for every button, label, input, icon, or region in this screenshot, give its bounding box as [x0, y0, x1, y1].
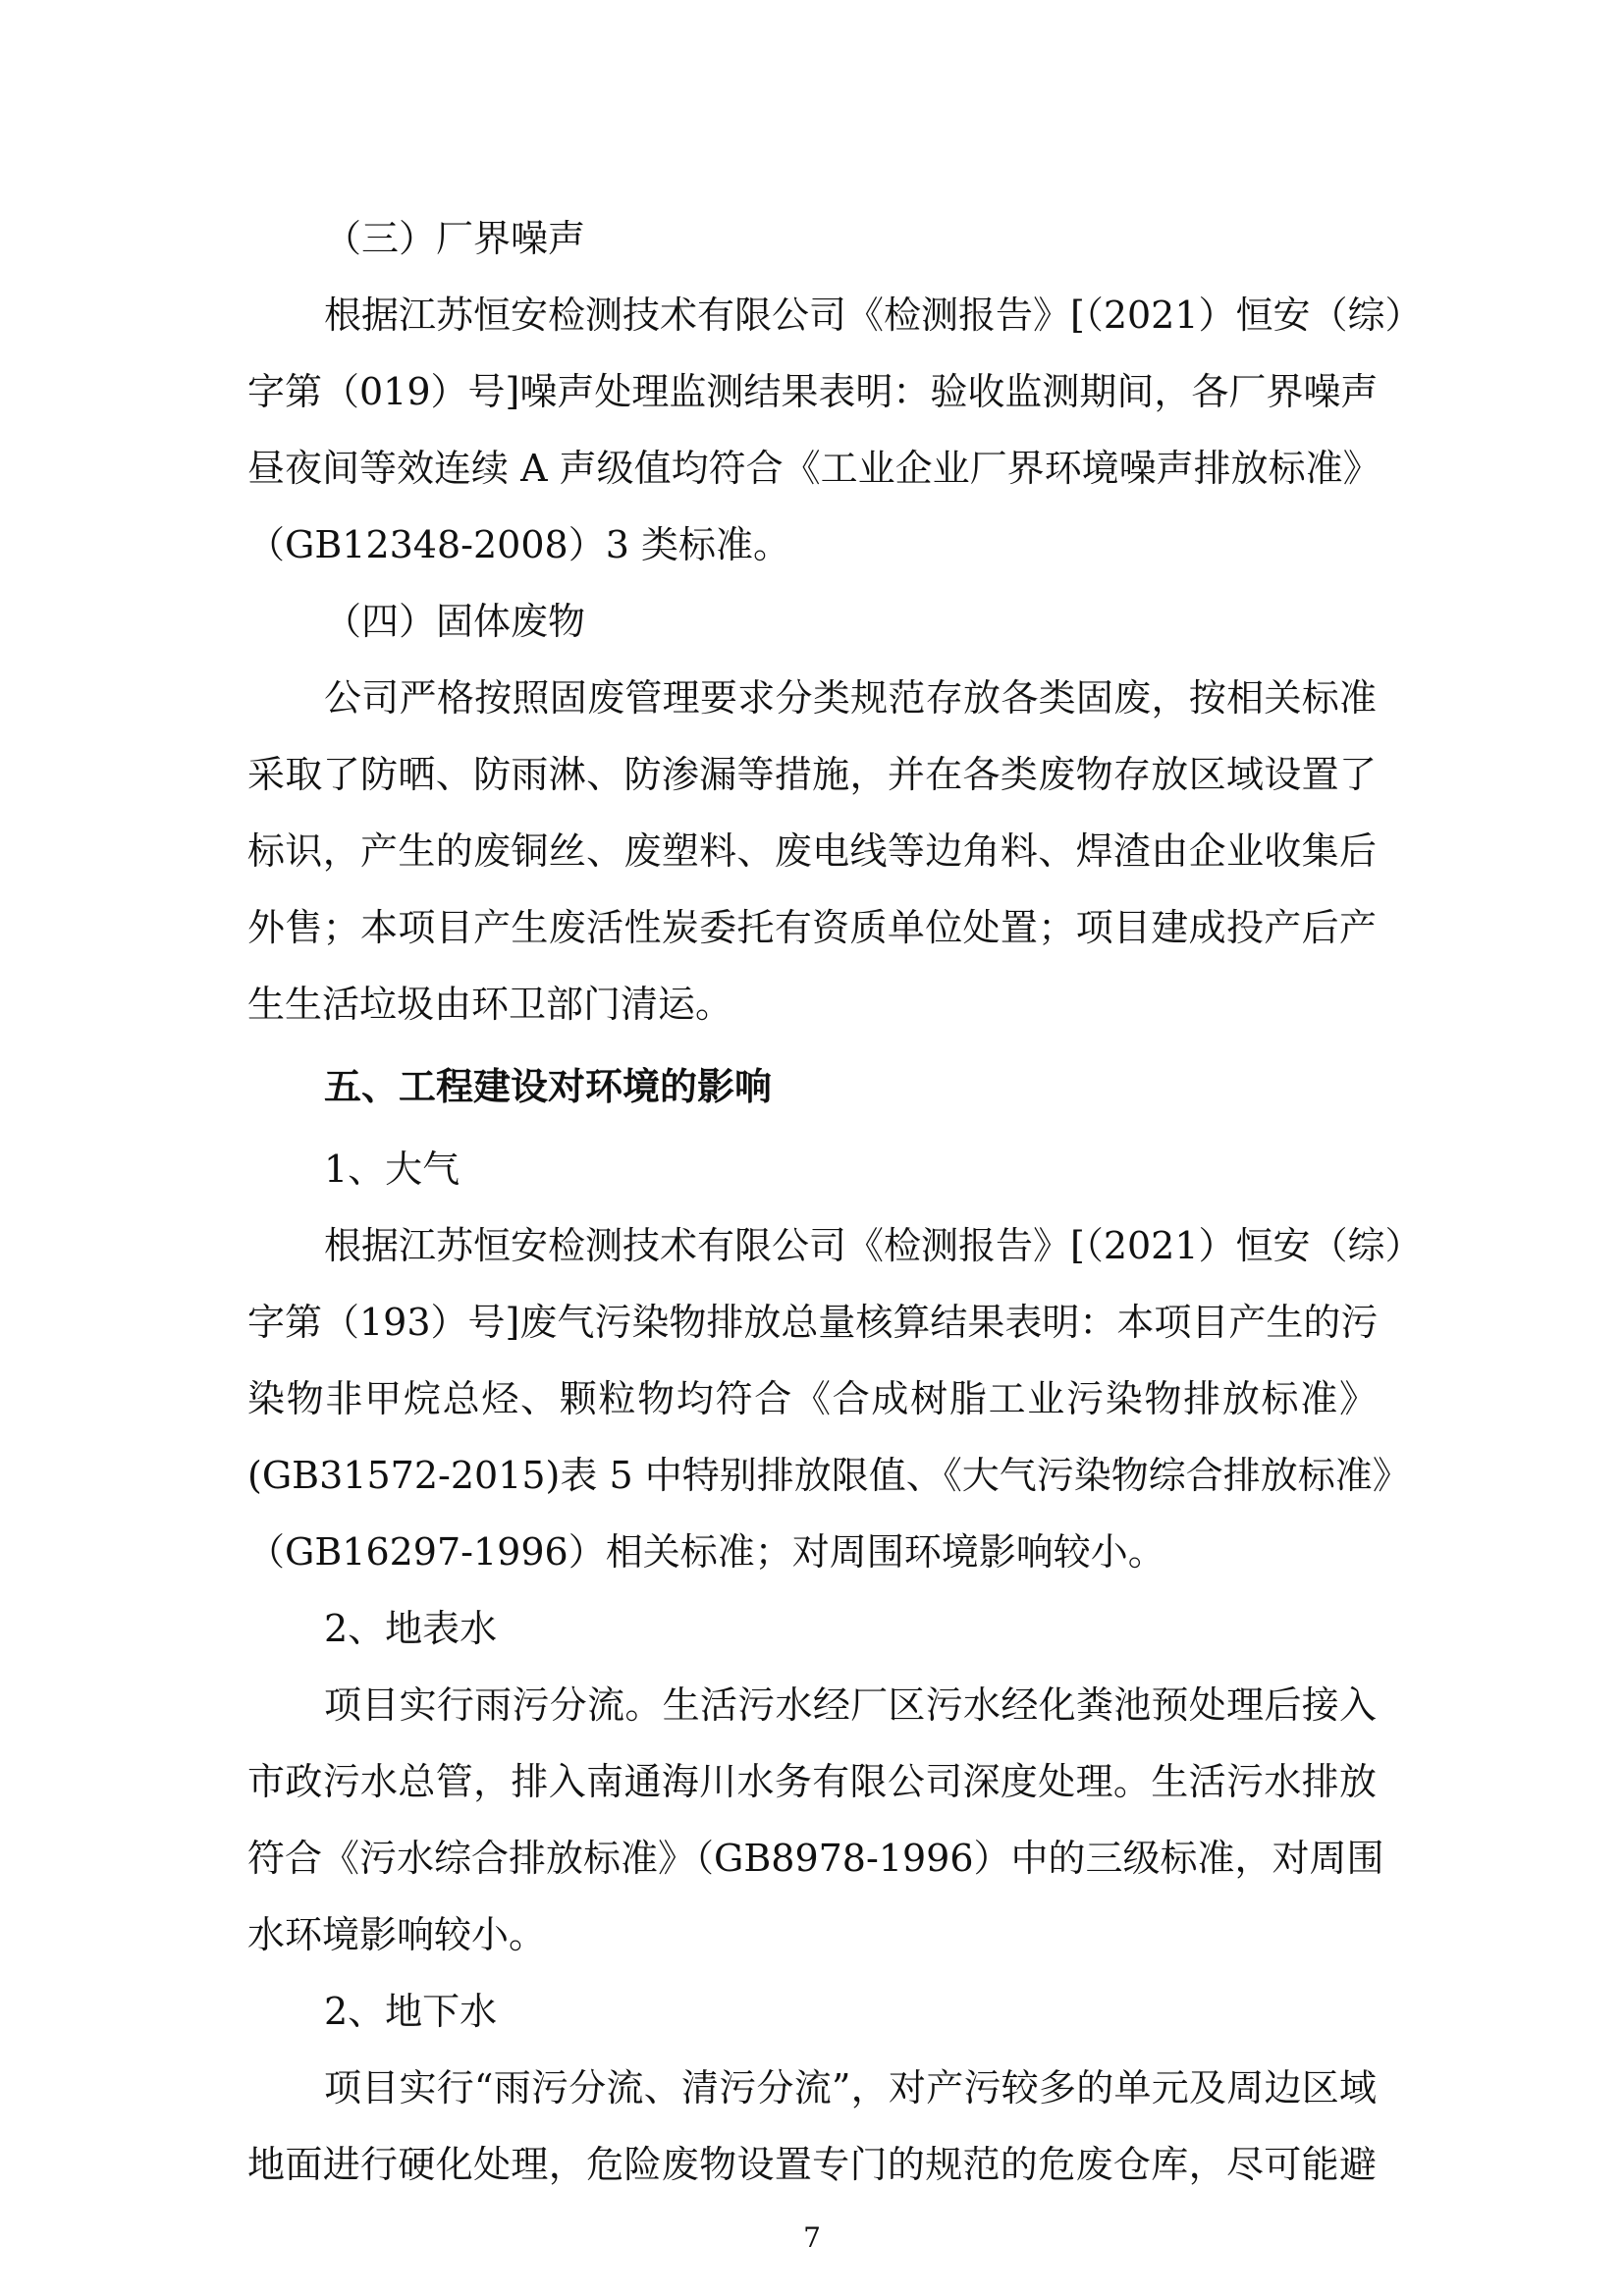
surface-water-paragraph-line: 符合《污水综合排放标准》（GB8978-1996）中的三级标准，对周围: [247, 1837, 1384, 1880]
impact-section-heading: 五、工程建设对环境的影响: [324, 1065, 773, 1108]
solid-waste-paragraph-line: 生生活垃圾由环卫部门清运。: [247, 983, 733, 1026]
solid-waste-paragraph-line: 外售；本项目产生废活性炭委托有资质单位处置；项目建成投产后产: [247, 906, 1377, 949]
air-paragraph-line: (GB31572-2015)表 5 中特别排放限值、《大气污染物综合排放标准》: [247, 1454, 1410, 1497]
surface-water-paragraph-line: 项目实行雨污分流。生活污水经厂区污水经化粪池预处理后接入: [324, 1683, 1377, 1727]
surface-water-heading: 2、地表水: [324, 1607, 498, 1650]
air-paragraph-line: 字第（193）号]废气污染物排放总量核算结果表明：本项目产生的污: [247, 1301, 1379, 1344]
air-paragraph-line: 根据江苏恒安检测技术有限公司《检测报告》[（2021）恒安（综）: [324, 1224, 1423, 1267]
groundwater-paragraph-line: 地面进行硬化处理，危险废物设置专门的规范的危废仓库，尽可能避: [247, 2143, 1377, 2186]
groundwater-paragraph-line: 项目实行“雨污分流、清污分流”，对产污较多的单元及周边区域: [324, 2066, 1377, 2109]
solid-waste-paragraph-line: 公司严格按照固废管理要求分类规范存放各类固废，按相关标准: [324, 676, 1377, 720]
page-number: 7: [803, 2221, 821, 2254]
air-heading: 1、大气: [324, 1148, 460, 1191]
noise-paragraph-line: 字第（019）号]噪声处理监测结果表明：验收监测期间，各厂界噪声: [247, 370, 1379, 413]
surface-water-paragraph-line: 水环境影响较小。: [247, 1913, 547, 1956]
noise-paragraph-line: （GB12348-2008）3 类标准。: [247, 523, 790, 566]
solid-waste-paragraph-line: 采取了防晒、防雨淋、防渗漏等措施，并在各类废物存放区域设置了: [247, 753, 1377, 796]
solid-waste-heading: （四）固体废物: [324, 600, 586, 643]
noise-heading: （三）厂界噪声: [324, 217, 586, 260]
noise-paragraph-line: 根据江苏恒安检测技术有限公司《检测报告》[（2021）恒安（综）: [324, 294, 1423, 337]
groundwater-heading: 2、地下水: [324, 1990, 498, 2033]
noise-paragraph-line: 昼夜间等效连续 A 声级值均符合《工业企业厂界环境噪声排放标准》: [247, 447, 1380, 490]
solid-waste-paragraph-line: 标识，产生的废铜丝、废塑料、废电线等边角料、焊渣由企业收集后: [247, 829, 1377, 873]
air-paragraph-line: 染物非甲烷总烃、颗粒物均符合《合成树脂工业污染物排放标准》: [247, 1377, 1377, 1420]
surface-water-paragraph-line: 市政污水总管，排入南通海川水务有限公司深度处理。生活污水排放: [247, 1760, 1377, 1803]
air-paragraph-line: （GB16297-1996）相关标准；对周围环境影响较小。: [247, 1530, 1165, 1574]
